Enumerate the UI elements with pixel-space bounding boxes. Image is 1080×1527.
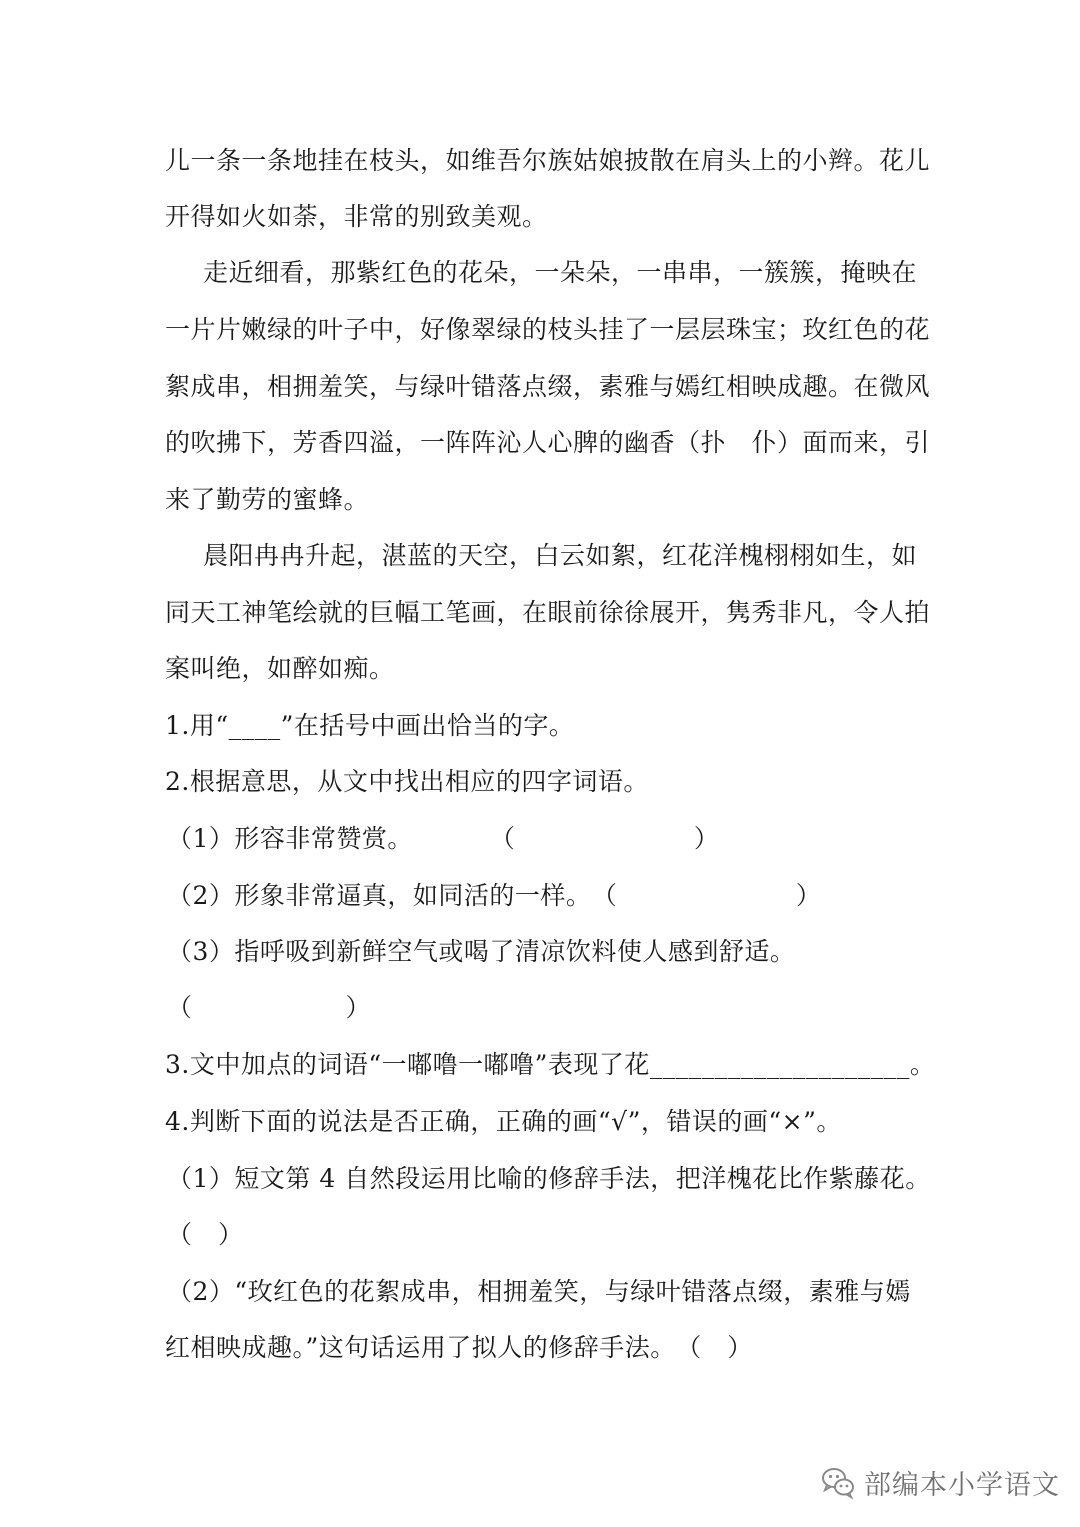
question-2: 2.根据意思，从文中找出相应的四字词语。 bbox=[165, 767, 649, 796]
question-3: 3.文中加点的词语“一嘟噜一嘟噜”表现了花____________________。 bbox=[165, 1050, 936, 1079]
question-4-item-2: （2）“玫红色的花絮成串，相拥羞笑，与绿叶错落点缀，素雅与嫣 bbox=[167, 1277, 911, 1306]
question-4-item-2-cont: 红相映成趣。”这句话运用了拟人的修辞手法。 （ ） bbox=[165, 1333, 753, 1362]
question-1: 1.用“____”在括号中画出恰当的字。 bbox=[165, 711, 575, 740]
question-2-item-1: （1）形容非常赞赏。 （ ） bbox=[167, 824, 720, 853]
question-4-item-1: （1）短文第 4 自然段运用比喻的修辞手法，把洋槐花比作紫藤花。 bbox=[167, 1164, 931, 1193]
wechat-icon bbox=[820, 1464, 856, 1500]
watermark-text: 部编本小学语文 bbox=[864, 1469, 1060, 1501]
watermark bbox=[820, 1460, 1060, 1504]
answer-blank: （ ） bbox=[167, 993, 372, 1022]
passage-line: 走近细看，那紫红色的花朵，一朵朵，一串串，一簇簇，掩映在 bbox=[203, 258, 918, 287]
passage-line: 来了勤劳的蜜蜂。 bbox=[165, 485, 370, 514]
passage-line: 儿一条一条地挂在枝头，如维吾尔族姑娘披散在肩头上的小辫。花儿 bbox=[165, 146, 931, 175]
passage-line: 案叫绝，如醉如痴。 bbox=[165, 654, 395, 683]
passage-line: 同天工神笔绘就的巨幅工笔画，在眼前徐徐展开，隽秀非凡，令人拍 bbox=[165, 598, 931, 627]
question-2-item-3: （3）指呼吸到新鲜空气或喝了清凉饮料使人感到舒适。 bbox=[167, 937, 796, 966]
passage-line: 晨阳冉冉升起，湛蓝的天空，白云如絮，红花洋槐栩栩如生，如 bbox=[203, 541, 918, 570]
passage-line: 絮成串，相拥羞笑，与绿叶错落点缀，素雅与嫣红相映成趣。在微风 bbox=[165, 372, 931, 401]
question-2-item-2: （2）形象非常逼真，如同活的一样。 （ ） bbox=[167, 881, 822, 910]
passage-line: 一片片嫩绿的叶子中，好像翠绿的枝头挂了一层层珠宝；玫红色的花 bbox=[165, 315, 931, 344]
passage-line: 开得如火如荼，非常的别致美观。 bbox=[165, 202, 548, 231]
passage-line: 的吹拂下，芳香四溢，一阵阵沁人心脾的幽香（扑 仆）面而来，引 bbox=[165, 428, 931, 457]
answer-blank: （ ） bbox=[167, 1220, 244, 1249]
question-4: 4.判断下面的说法是否正确，正确的画“√”，错误的画“×”。 bbox=[165, 1107, 842, 1136]
